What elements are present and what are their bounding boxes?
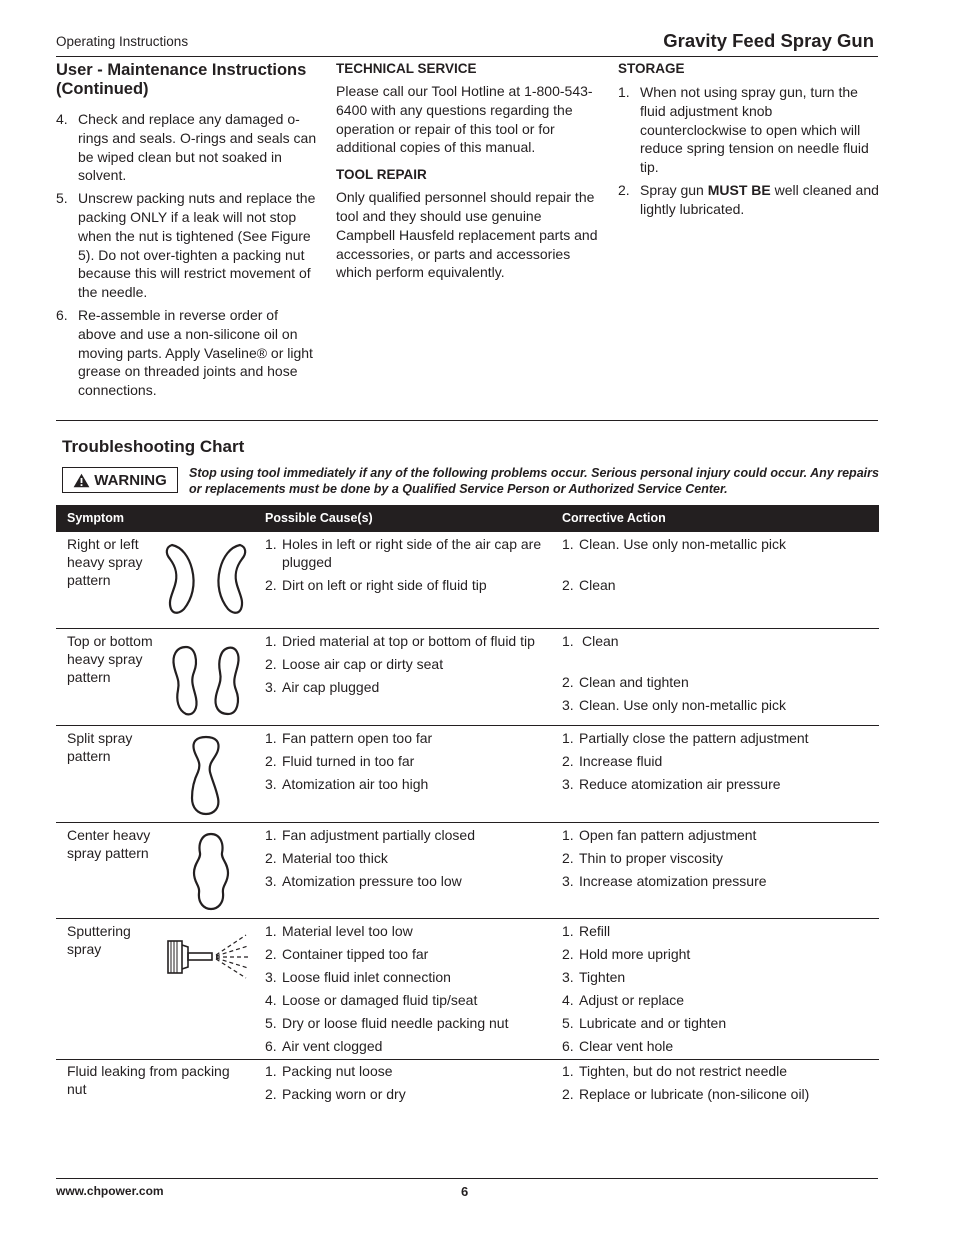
cause-number: 1. xyxy=(265,633,277,649)
cause-number: 1. xyxy=(265,827,277,843)
cause-item xyxy=(265,1037,550,1055)
action-item xyxy=(562,632,862,650)
cause-item xyxy=(265,1085,550,1103)
action-text: Hold more upright xyxy=(579,946,691,962)
cause-number: 3. xyxy=(265,969,277,985)
action-text: Clean. Use only non-metallic pick xyxy=(579,697,786,713)
cause-item xyxy=(265,752,550,770)
action-number: 4. xyxy=(562,992,574,1008)
action-item xyxy=(562,849,862,867)
cause-text: Air cap plugged xyxy=(282,679,380,695)
maintenance-heading: User - Maintenance Instructions (Continued) xyxy=(56,61,307,98)
action-item xyxy=(562,576,862,594)
action-item xyxy=(562,729,862,747)
cause-number: 3. xyxy=(265,776,277,792)
storage-item xyxy=(618,83,880,177)
cause-number: 2. xyxy=(265,753,277,769)
symptom-cell: Fluid leaking from packing nut xyxy=(67,1063,230,1097)
storage-column xyxy=(618,60,880,219)
cause-text: Loose fluid inlet connection xyxy=(282,969,451,985)
cause-item xyxy=(265,1014,550,1032)
storage-heading: STORAGE xyxy=(618,61,685,76)
action-text: Clean. Use only non-metallic pick xyxy=(579,536,786,552)
action-number: 1. xyxy=(562,923,574,939)
table-row xyxy=(56,922,879,1060)
footer-divider xyxy=(56,1178,878,1179)
cause-number: 2. xyxy=(265,850,277,866)
cause-text: Dried material at top or bottom of fluid tip xyxy=(282,633,535,649)
cause-item xyxy=(265,991,550,1009)
cause-text: Dry or loose fluid needle packing nut xyxy=(282,1015,509,1031)
action-text: Clean xyxy=(582,633,619,649)
action-number: 2. xyxy=(562,753,574,769)
troubleshooting-heading: Troubleshooting Chart xyxy=(62,437,245,456)
action-item xyxy=(562,673,862,691)
item-number: 2. xyxy=(618,181,630,198)
action-list xyxy=(562,1062,862,1103)
symptom-cell: Top or bottom heavy spray pattern xyxy=(67,633,153,685)
action-item xyxy=(562,945,862,963)
action-item xyxy=(562,696,862,714)
table-row xyxy=(56,535,879,629)
table-row xyxy=(56,826,879,919)
top-bottom-heavy-pattern-icon xyxy=(168,644,248,720)
cause-item xyxy=(265,945,550,963)
sputtering-spray-icon xyxy=(166,933,252,979)
action-item xyxy=(562,535,862,553)
center-heavy-pattern-icon xyxy=(190,831,232,911)
header-divider xyxy=(56,56,878,57)
table-row xyxy=(56,632,879,726)
cause-number: 2. xyxy=(265,656,277,672)
action-text: Increase atomization pressure xyxy=(579,873,767,889)
item-text-emphasis: MUST BE xyxy=(707,181,771,198)
action-list xyxy=(562,535,862,594)
cause-text: Material too thick xyxy=(282,850,388,866)
cause-text: Air vent clogged xyxy=(282,1038,383,1054)
document-title: Gravity Feed Spray Gun xyxy=(663,30,874,51)
action-item xyxy=(562,1085,862,1103)
item-number: 5. xyxy=(56,190,68,207)
cause-text: Dirt on left or right side of fluid tip xyxy=(282,577,487,593)
action-text: Clear vent hole xyxy=(579,1038,674,1054)
action-item xyxy=(562,922,862,940)
technical-service-heading: TECHNICAL SERVICE xyxy=(336,61,477,76)
warning-message: Stop using tool immediately if any of the following problems occur. Serious personal injury could occur. Any repairs or replacements must be done by a Qualified Service Person or Authorized Service Center. xyxy=(189,466,879,496)
cause-number: 2. xyxy=(265,946,277,962)
action-number: 6. xyxy=(562,1038,574,1054)
cause-number: 4. xyxy=(265,992,277,1008)
cause-text: Atomization pressure too low xyxy=(282,873,462,889)
cause-item xyxy=(265,849,550,867)
page-number: 6 xyxy=(461,1184,469,1199)
item-text: Re-assemble in reverse order of above and use a non-silicone oil on moving parts. Apply Vaseline® or light grease on threaded joints and hose connections. xyxy=(78,306,313,399)
action-item xyxy=(562,775,862,793)
item-text: Check and replace any damaged o-rings and seals. O-rings and seals can be wiped clean but not soaked in solvent. xyxy=(78,111,317,184)
cause-item xyxy=(265,729,550,747)
header-action: Corrective Action xyxy=(562,511,666,525)
action-text: Adjust or replace xyxy=(579,992,685,1008)
table-row xyxy=(56,1062,879,1122)
action-number: 1. xyxy=(562,536,574,552)
cause-item xyxy=(265,576,550,594)
tool-repair-text: Only qualified personnel should repair the tool and they should use genuine Campbell Hausfeld replacement parts and accessories, or parts and accessories which perform equivalently. xyxy=(336,189,598,281)
cause-item xyxy=(265,535,550,571)
cause-text: Packing nut loose xyxy=(282,1063,393,1079)
cause-list xyxy=(265,729,550,793)
cause-text: Atomization air too high xyxy=(282,776,429,792)
action-text: Open fan pattern adjustment xyxy=(579,827,757,843)
left-right-heavy-pattern-icon xyxy=(164,541,254,617)
action-item xyxy=(562,826,862,844)
tool-repair-heading: TOOL REPAIR xyxy=(336,167,427,183)
header-cause: Possible Cause(s) xyxy=(265,511,373,525)
cause-item xyxy=(265,1062,550,1080)
item-number: 4. xyxy=(56,111,68,127)
maintenance-item xyxy=(56,306,318,400)
action-list xyxy=(562,826,862,890)
item-text: When not using spray gun, turn the fluid adjustment knob counterclockwise to open which will reduce spring tension on needle fluid tip. xyxy=(640,84,869,176)
cause-number: 5. xyxy=(265,1015,277,1031)
cause-number: 1. xyxy=(265,536,277,552)
cause-text: Fan pattern open too far xyxy=(282,730,433,746)
cause-list xyxy=(265,1062,550,1103)
footer-website: www.chpower.com xyxy=(56,1184,164,1198)
symptom-cell: Split spray pattern xyxy=(67,730,133,764)
cause-text: Loose or damaged fluid tip/seat xyxy=(282,992,478,1008)
action-number: 1. xyxy=(562,1063,574,1079)
item-text-end: well cleaned and lightly lubricated. xyxy=(640,181,879,217)
item-text-start: Spray gun xyxy=(640,181,708,198)
cause-list xyxy=(265,826,550,890)
cause-text: Packing worn or dry xyxy=(282,1086,406,1102)
action-text: Thin to proper viscosity xyxy=(579,850,723,866)
action-number: 1. xyxy=(562,633,574,649)
action-number: 2. xyxy=(562,850,574,866)
cause-text: Holes in left or right side of the air cap are plugged xyxy=(282,536,542,570)
action-item xyxy=(562,1037,862,1055)
cause-number: 2. xyxy=(265,1086,277,1102)
warning-label-text: WARNING xyxy=(94,471,167,489)
item-text: Unscrew packing nuts and replace the packing ONLY if a leak will not stop when the nut is tightened (See Figure 5). Do not over-tighten a packing nut because this will restrict movement of the needle. xyxy=(78,190,316,301)
action-number: 1. xyxy=(562,827,574,843)
maintenance-column xyxy=(56,60,318,400)
item-number: 6. xyxy=(56,306,68,323)
maintenance-item xyxy=(56,189,318,302)
warning-label xyxy=(62,467,178,493)
item-number: 1. xyxy=(618,84,630,100)
cause-item xyxy=(265,922,550,940)
action-list xyxy=(562,632,862,714)
maintenance-list xyxy=(56,110,318,400)
action-number: 3. xyxy=(562,969,574,985)
cause-item xyxy=(265,678,550,696)
action-number: 3. xyxy=(562,697,574,713)
action-text: Clean xyxy=(579,577,616,593)
action-text: Reduce atomization air pressure xyxy=(579,776,781,792)
cause-item xyxy=(265,968,550,986)
cause-text: Fan adjustment partially closed xyxy=(282,827,475,843)
symptom-cell: Sputtering spray xyxy=(67,923,131,957)
action-text: Refill xyxy=(579,923,611,939)
action-number: 3. xyxy=(562,776,574,792)
cause-number: 3. xyxy=(265,873,277,889)
cause-item xyxy=(265,632,550,650)
cause-list xyxy=(265,922,550,1055)
action-text: Clean and tighten xyxy=(579,674,689,690)
action-text: Replace or lubricate (non-silicone oil) xyxy=(579,1086,810,1102)
action-item xyxy=(562,1014,862,1032)
cause-number: 6. xyxy=(265,1038,277,1054)
action-text: Tighten xyxy=(579,969,626,985)
cause-number: 1. xyxy=(265,1063,277,1079)
header-section-label: Operating Instructions xyxy=(56,34,189,49)
symptom-cell: Center heavy spray pattern xyxy=(67,827,151,861)
action-number: 3. xyxy=(562,873,574,889)
maintenance-item xyxy=(56,110,318,185)
action-text: Lubricate and or tighten xyxy=(579,1015,727,1031)
cause-text: Fluid turned in too far xyxy=(282,753,415,769)
storage-list xyxy=(618,83,880,219)
cause-text: Material level too low xyxy=(282,923,413,939)
table-header xyxy=(56,505,879,532)
cause-item xyxy=(265,872,550,890)
cause-number: 1. xyxy=(265,923,277,939)
action-item xyxy=(562,968,862,986)
action-item xyxy=(562,872,862,890)
technical-service-text: Please call our Tool Hotline at 1-800-543-6400 with any questions regarding the operation or repair of this tool or for additional copies of this manual. xyxy=(336,83,593,156)
action-number: 1. xyxy=(562,730,574,746)
action-list xyxy=(562,729,862,793)
action-item xyxy=(562,752,862,770)
cause-item xyxy=(265,826,550,844)
warning-triangle-icon xyxy=(73,473,90,488)
action-text: Tighten, but do not restrict needle xyxy=(579,1063,788,1079)
action-number: 2. xyxy=(562,674,574,690)
cause-number: 3. xyxy=(265,679,277,695)
header-symptom: Symptom xyxy=(67,511,124,525)
cause-list xyxy=(265,632,550,696)
action-number: 2. xyxy=(562,577,574,593)
action-text: Increase fluid xyxy=(579,753,663,769)
cause-number: 2. xyxy=(265,577,277,593)
split-pattern-icon xyxy=(186,734,226,816)
cause-text: Container tipped too far xyxy=(282,946,429,962)
action-item xyxy=(562,1062,862,1080)
action-number: 2. xyxy=(562,1086,574,1102)
action-item xyxy=(562,991,862,1009)
action-text: Partially close the pattern adjustment xyxy=(579,730,809,746)
section-divider xyxy=(56,420,878,421)
cause-item xyxy=(265,655,550,673)
action-list xyxy=(562,922,862,1055)
service-column xyxy=(336,60,598,282)
cause-number: 1. xyxy=(265,730,277,746)
action-number: 5. xyxy=(562,1015,574,1031)
symptom-cell: Right or left heavy spray pattern xyxy=(67,536,143,588)
cause-list xyxy=(265,535,550,594)
cause-text: Loose air cap or dirty seat xyxy=(282,656,444,672)
action-number: 2. xyxy=(562,946,574,962)
table-row xyxy=(56,729,879,823)
cause-item xyxy=(265,775,550,793)
storage-item xyxy=(618,181,880,219)
